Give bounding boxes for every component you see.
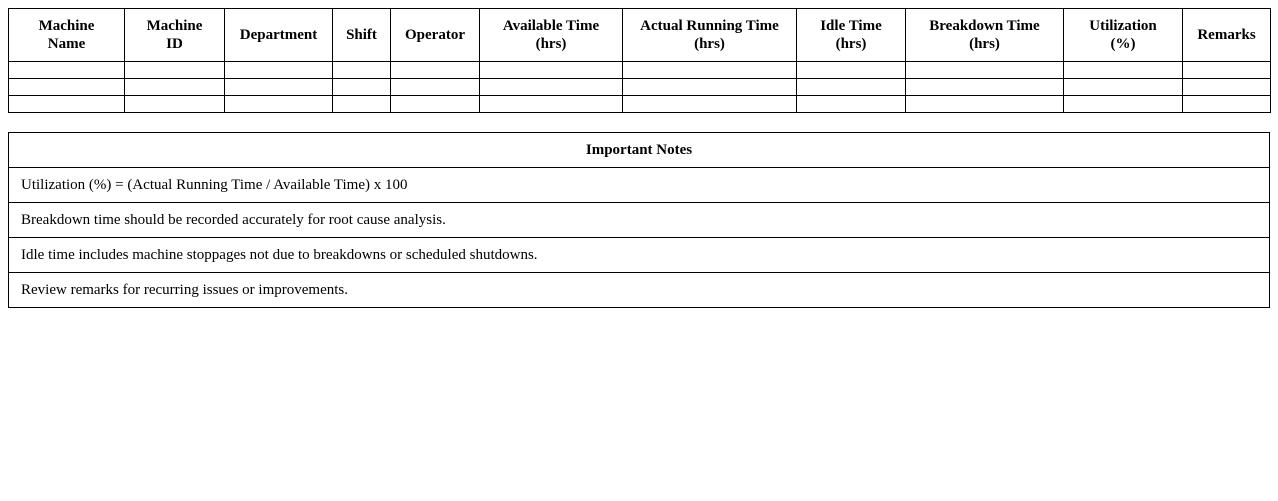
note-item: Idle time includes machine stoppages not due to breakdowns or scheduled shutdowns. — [9, 238, 1270, 273]
header-row — [9, 9, 1271, 62]
table-cell[interactable] — [906, 96, 1064, 113]
header-line: (%) — [1110, 36, 1136, 52]
table-cell[interactable] — [125, 62, 225, 79]
note-row — [9, 168, 1270, 203]
table-cell[interactable] — [333, 96, 391, 113]
table-cell[interactable] — [1183, 62, 1271, 79]
note-row — [9, 203, 1270, 238]
note-item: Breakdown time should be recorded accurately for root cause analysis. — [9, 203, 1270, 238]
notes-title: Important Notes — [9, 133, 1270, 168]
table-cell[interactable] — [797, 96, 906, 113]
table-cell[interactable] — [225, 96, 333, 113]
table-cell[interactable] — [225, 62, 333, 79]
table-row — [9, 96, 1271, 113]
header-line: Shift — [346, 27, 377, 43]
header-line: Department — [239, 27, 318, 43]
important-notes-table — [8, 132, 1270, 308]
header-line: Remarks — [1197, 27, 1256, 43]
table-cell[interactable] — [1064, 62, 1183, 79]
note-row — [9, 238, 1270, 273]
header-line: (hrs) — [694, 36, 725, 52]
table-cell[interactable] — [125, 96, 225, 113]
table-row — [9, 62, 1271, 79]
table-cell[interactable] — [9, 62, 125, 79]
table-cell[interactable] — [906, 79, 1064, 96]
header-line: Operator — [405, 27, 465, 43]
table-cell[interactable] — [225, 79, 333, 96]
col-header-department — [225, 9, 333, 62]
table-cell[interactable] — [906, 62, 1064, 79]
machine-utilization-table — [8, 8, 1271, 113]
col-header-machine-id — [125, 9, 225, 62]
header-line: ID — [166, 36, 183, 52]
header-line: Utilization — [1089, 18, 1157, 34]
table-cell[interactable] — [1183, 96, 1271, 113]
header-line: (hrs) — [969, 36, 1000, 52]
header-line: (hrs) — [835, 36, 867, 52]
note-item: Utilization (%) = (Actual Running Time / Available Time) x 100 — [9, 168, 1270, 203]
table-cell[interactable] — [1183, 79, 1271, 96]
table-cell[interactable] — [9, 79, 125, 96]
table-cell[interactable] — [623, 79, 797, 96]
header-line: Machine — [38, 18, 95, 34]
table-row — [9, 79, 1271, 96]
header-line: Actual Running Time — [640, 18, 779, 34]
header-line: Available Time — [502, 18, 600, 34]
col-header-actual-running-time — [623, 9, 797, 62]
col-header-available-time — [480, 9, 623, 62]
table-cell[interactable] — [333, 79, 391, 96]
table-cell[interactable] — [480, 79, 623, 96]
table-cell[interactable] — [333, 62, 391, 79]
col-header-shift — [333, 9, 391, 62]
table-cell[interactable] — [797, 79, 906, 96]
table-cell[interactable] — [125, 79, 225, 96]
table-cell[interactable] — [391, 96, 480, 113]
col-header-idle-time — [797, 9, 906, 62]
col-header-operator — [391, 9, 480, 62]
header-line: Breakdown Time — [929, 18, 1040, 34]
col-header-utilization — [1064, 9, 1183, 62]
table-cell[interactable] — [1064, 79, 1183, 96]
col-header-breakdown-time — [906, 9, 1064, 62]
document — [8, 8, 1270, 308]
table-cell[interactable] — [797, 62, 906, 79]
notes-header-row — [9, 133, 1270, 168]
table-cell[interactable] — [623, 62, 797, 79]
table-cell[interactable] — [1064, 96, 1183, 113]
note-row — [9, 273, 1270, 308]
table-cell[interactable] — [480, 96, 623, 113]
header-line: Machine — [146, 18, 203, 34]
col-header-remarks — [1183, 9, 1271, 62]
table-cell[interactable] — [623, 96, 797, 113]
col-header-machine-name — [9, 9, 125, 62]
header-line: (hrs) — [535, 36, 567, 52]
table-cell[interactable] — [391, 79, 480, 96]
table-cell[interactable] — [391, 62, 480, 79]
table-cell[interactable] — [480, 62, 623, 79]
table-cell[interactable] — [9, 96, 125, 113]
header-line: Idle Time — [820, 18, 882, 34]
note-item: Review remarks for recurring issues or improvements. — [9, 273, 1270, 308]
header-line: Name — [47, 36, 86, 52]
